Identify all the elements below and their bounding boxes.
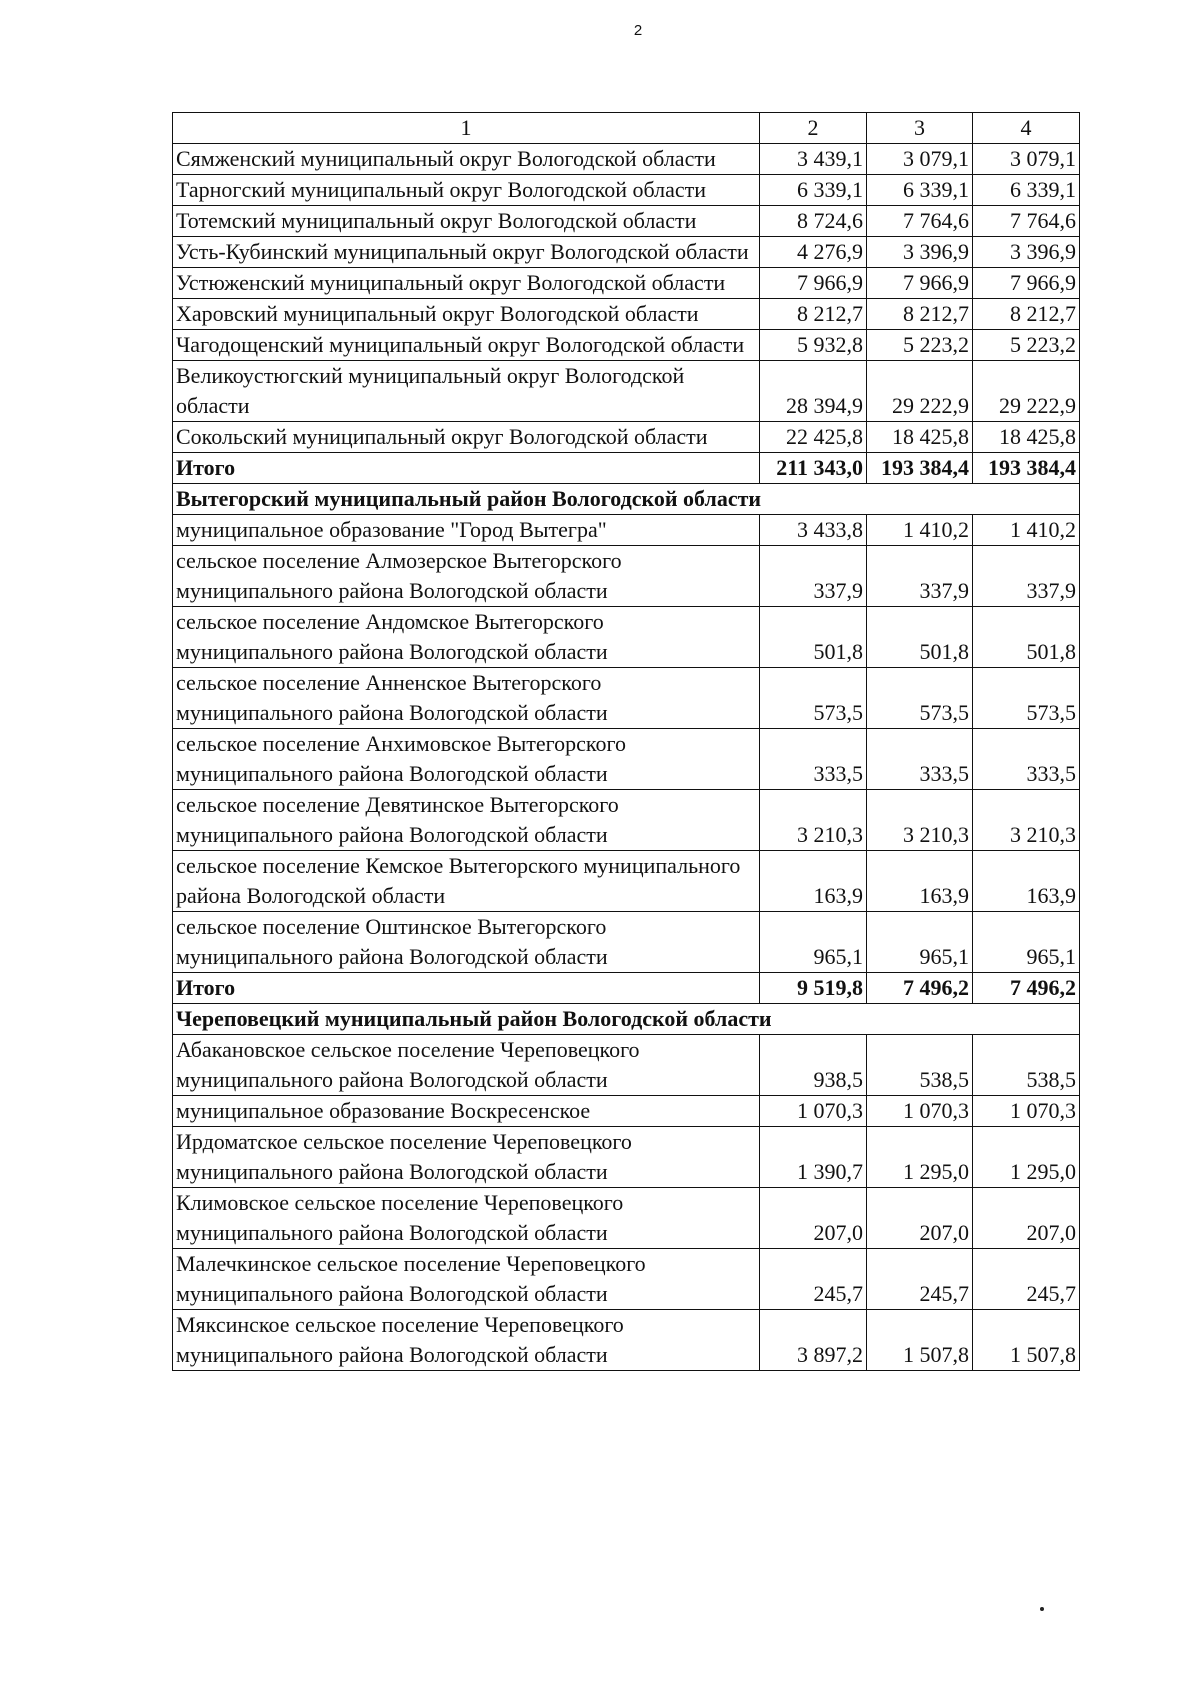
value-col2-cell: 8 212,7 xyxy=(760,299,867,330)
value-col3-cell: 501,8 xyxy=(867,607,973,668)
value-col2-cell: 337,9 xyxy=(760,546,867,607)
value-col3-cell: 8 212,7 xyxy=(867,299,973,330)
municipality-name-cell: муниципальное образование "Город Вытегра" xyxy=(173,515,760,546)
value-col4-cell: 538,5 xyxy=(973,1035,1080,1096)
table-row xyxy=(173,299,1080,330)
municipality-name-cell: муниципальное образование Воскресенское xyxy=(173,1096,760,1127)
column-header-4: 4 xyxy=(973,113,1080,144)
value-col3-cell: 3 079,1 xyxy=(867,144,973,175)
table-row xyxy=(173,268,1080,299)
value-col2-cell: 28 394,9 xyxy=(760,361,867,422)
total-row xyxy=(173,453,1080,484)
value-col2-cell: 1 070,3 xyxy=(760,1096,867,1127)
value-col3-cell: 7 496,2 xyxy=(867,973,973,1004)
value-col2-cell: 938,5 xyxy=(760,1035,867,1096)
value-col2-cell: 207,0 xyxy=(760,1188,867,1249)
table-row xyxy=(173,237,1080,268)
value-col3-cell: 245,7 xyxy=(867,1249,973,1310)
value-col2-cell: 4 276,9 xyxy=(760,237,867,268)
value-col2-cell: 965,1 xyxy=(760,912,867,973)
municipality-name-cell: Великоустюгский муниципальный округ Вологодской области xyxy=(173,361,760,422)
table-row xyxy=(173,1188,1080,1249)
value-col3-cell: 7 966,9 xyxy=(867,268,973,299)
table-row xyxy=(173,729,1080,790)
value-col3-cell: 163,9 xyxy=(867,851,973,912)
municipality-name-cell: Малечкинское сельское поселение Череповецкого муниципального района Вологодской области xyxy=(173,1249,760,1310)
municipality-name-cell: сельское поселение Алмозерское Вытегорского муниципального района Вологодской области xyxy=(173,546,760,607)
value-col4-cell: 8 212,7 xyxy=(973,299,1080,330)
municipality-name-cell: Тарногский муниципальный округ Вологодской области xyxy=(173,175,760,206)
value-col2-cell: 163,9 xyxy=(760,851,867,912)
table-body xyxy=(173,113,1080,1371)
value-col4-cell: 1 410,2 xyxy=(973,515,1080,546)
municipality-name-cell: Абакановское сельское поселение Череповецкого муниципального района Вологодской области xyxy=(173,1035,760,1096)
value-col3-cell: 1 507,8 xyxy=(867,1310,973,1371)
value-col3-cell: 1 410,2 xyxy=(867,515,973,546)
header-row xyxy=(173,113,1080,144)
section-header-row xyxy=(173,484,1080,515)
value-col4-cell: 333,5 xyxy=(973,729,1080,790)
section-title: Череповецкий муниципальный район Вологодской области xyxy=(173,1004,1080,1035)
value-col4-cell: 163,9 xyxy=(973,851,1080,912)
value-col4-cell: 1 070,3 xyxy=(973,1096,1080,1127)
value-col4-cell: 29 222,9 xyxy=(973,361,1080,422)
budget-table xyxy=(172,112,1080,1371)
value-col2-cell: 3 433,8 xyxy=(760,515,867,546)
value-col4-cell: 245,7 xyxy=(973,1249,1080,1310)
value-col3-cell: 3 396,9 xyxy=(867,237,973,268)
value-col3-cell: 193 384,4 xyxy=(867,453,973,484)
value-col3-cell: 965,1 xyxy=(867,912,973,973)
municipality-name-cell: Ирдоматское сельское поселение Череповецкого муниципального района Вологодской области xyxy=(173,1127,760,1188)
value-col3-cell: 29 222,9 xyxy=(867,361,973,422)
table-row xyxy=(173,668,1080,729)
table-row xyxy=(173,422,1080,453)
value-col4-cell: 18 425,8 xyxy=(973,422,1080,453)
column-header-3: 3 xyxy=(867,113,973,144)
municipality-name-cell: Итого xyxy=(173,973,760,1004)
municipality-name-cell: сельское поселение Анненское Вытегорского муниципального района Вологодской области xyxy=(173,668,760,729)
municipality-name-cell: Усть-Кубинский муниципальный округ Вологодской области xyxy=(173,237,760,268)
value-col3-cell: 333,5 xyxy=(867,729,973,790)
municipality-name-cell: Итого xyxy=(173,453,760,484)
value-col3-cell: 573,5 xyxy=(867,668,973,729)
value-col2-cell: 6 339,1 xyxy=(760,175,867,206)
value-col3-cell: 337,9 xyxy=(867,546,973,607)
municipality-name-cell: сельское поселение Оштинское Вытегорского муниципального района Вологодской области xyxy=(173,912,760,973)
municipality-name-cell: сельское поселение Анхимовское Вытегорского муниципального района Вологодской области xyxy=(173,729,760,790)
value-col4-cell: 1 507,8 xyxy=(973,1310,1080,1371)
table-row xyxy=(173,1035,1080,1096)
value-col2-cell: 7 966,9 xyxy=(760,268,867,299)
table-row xyxy=(173,1096,1080,1127)
table-row xyxy=(173,1127,1080,1188)
value-col2-cell: 22 425,8 xyxy=(760,422,867,453)
value-col4-cell: 573,5 xyxy=(973,668,1080,729)
scan-dot xyxy=(1040,1607,1044,1611)
value-col4-cell: 7 764,6 xyxy=(973,206,1080,237)
municipality-name-cell: Тотемский муниципальный округ Вологодской области xyxy=(173,206,760,237)
table-row xyxy=(173,790,1080,851)
value-col4-cell: 193 384,4 xyxy=(973,453,1080,484)
municipality-name-cell: сельское поселение Девятинское Вытегорского муниципального района Вологодской области xyxy=(173,790,760,851)
value-col2-cell: 211 343,0 xyxy=(760,453,867,484)
value-col2-cell: 3 897,2 xyxy=(760,1310,867,1371)
column-header-1: 1 xyxy=(173,113,760,144)
value-col2-cell: 3 439,1 xyxy=(760,144,867,175)
value-col4-cell: 3 079,1 xyxy=(973,144,1080,175)
table-row xyxy=(173,330,1080,361)
value-col4-cell: 337,9 xyxy=(973,546,1080,607)
municipality-name-cell: Сокольский муниципальный округ Вологодской области xyxy=(173,422,760,453)
table-row xyxy=(173,1249,1080,1310)
value-col3-cell: 18 425,8 xyxy=(867,422,973,453)
value-col4-cell: 6 339,1 xyxy=(973,175,1080,206)
table-row xyxy=(173,175,1080,206)
municipality-name-cell: Устюженский муниципальный округ Вологодской области xyxy=(173,268,760,299)
total-row xyxy=(173,973,1080,1004)
value-col3-cell: 538,5 xyxy=(867,1035,973,1096)
table-row xyxy=(173,851,1080,912)
value-col2-cell: 5 932,8 xyxy=(760,330,867,361)
value-col2-cell: 333,5 xyxy=(760,729,867,790)
table-row xyxy=(173,361,1080,422)
section-header-row xyxy=(173,1004,1080,1035)
table-row xyxy=(173,912,1080,973)
column-header-2: 2 xyxy=(760,113,867,144)
municipality-name-cell: Сямженский муниципальный округ Вологодской области xyxy=(173,144,760,175)
municipality-name-cell: Мяксинское сельское поселение Череповецкого муниципального района Вологодской области xyxy=(173,1310,760,1371)
table-row xyxy=(173,607,1080,668)
municipality-name-cell: Климовское сельское поселение Череповецкого муниципального района Вологодской области xyxy=(173,1188,760,1249)
table-row xyxy=(173,206,1080,237)
value-col2-cell: 1 390,7 xyxy=(760,1127,867,1188)
value-col2-cell: 245,7 xyxy=(760,1249,867,1310)
table-row xyxy=(173,144,1080,175)
municipality-name-cell: Чагодощенский муниципальный округ Вологодской области xyxy=(173,330,760,361)
table-row xyxy=(173,515,1080,546)
value-col2-cell: 3 210,3 xyxy=(760,790,867,851)
section-title: Вытегорский муниципальный район Вологодской области xyxy=(173,484,1080,515)
value-col3-cell: 3 210,3 xyxy=(867,790,973,851)
municipality-name-cell: сельское поселение Кемское Вытегорского муниципального района Вологодской области xyxy=(173,851,760,912)
value-col2-cell: 8 724,6 xyxy=(760,206,867,237)
value-col4-cell: 7 496,2 xyxy=(973,973,1080,1004)
municipality-name-cell: Харовский муниципальный округ Вологодской области xyxy=(173,299,760,330)
table-row xyxy=(173,1310,1080,1371)
value-col3-cell: 1 295,0 xyxy=(867,1127,973,1188)
value-col4-cell: 501,8 xyxy=(973,607,1080,668)
value-col4-cell: 5 223,2 xyxy=(973,330,1080,361)
value-col2-cell: 573,5 xyxy=(760,668,867,729)
value-col2-cell: 501,8 xyxy=(760,607,867,668)
page-number: 2 xyxy=(633,22,643,39)
value-col3-cell: 6 339,1 xyxy=(867,175,973,206)
value-col3-cell: 7 764,6 xyxy=(867,206,973,237)
value-col4-cell: 1 295,0 xyxy=(973,1127,1080,1188)
value-col4-cell: 3 396,9 xyxy=(973,237,1080,268)
value-col3-cell: 5 223,2 xyxy=(867,330,973,361)
value-col4-cell: 7 966,9 xyxy=(973,268,1080,299)
municipality-name-cell: сельское поселение Андомское Вытегорского муниципального района Вологодской области xyxy=(173,607,760,668)
table-row xyxy=(173,546,1080,607)
value-col3-cell: 1 070,3 xyxy=(867,1096,973,1127)
value-col4-cell: 965,1 xyxy=(973,912,1080,973)
value-col4-cell: 3 210,3 xyxy=(973,790,1080,851)
value-col4-cell: 207,0 xyxy=(973,1188,1080,1249)
value-col3-cell: 207,0 xyxy=(867,1188,973,1249)
value-col2-cell: 9 519,8 xyxy=(760,973,867,1004)
